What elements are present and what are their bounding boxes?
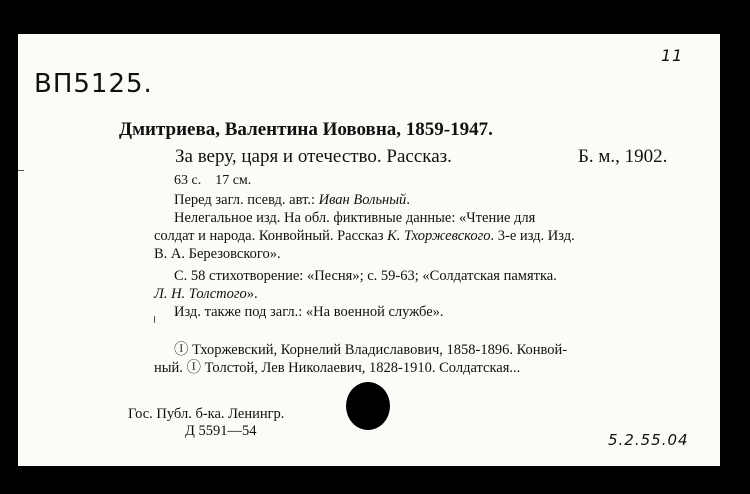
margin-tick — [154, 316, 155, 323]
pseudonym: Иван Вольный — [318, 192, 407, 208]
note-line — [174, 305, 444, 320]
note-text: . 3-е изд. Изд. — [490, 228, 575, 244]
margin-tick — [18, 170, 24, 171]
shelfmark: ВП5125. — [34, 69, 153, 99]
ink-blot — [346, 382, 390, 430]
note-text: ». — [246, 286, 258, 302]
note-text: солдат и народа. Конвойный. Рассказ — [154, 228, 388, 244]
note-line — [154, 247, 281, 262]
call-number: Д 5591—54 — [185, 423, 257, 439]
added-entry-line: Ⓘ Тхоржевский, Корнелий Владиславович, 1858-1896. Конвой- — [174, 342, 568, 358]
top-mark: 11 — [661, 46, 684, 65]
title-line: За веру, царя и отечество. Рассказ. — [175, 146, 452, 167]
note-line — [154, 229, 575, 244]
entry-heading: Дмитриева, Валентина Иововна, 1859-1947. — [119, 119, 493, 140]
note-text: . — [406, 192, 410, 208]
note-text: В. А. Березовского». — [154, 246, 281, 262]
added-entry-line: ный. Ⓘ Толстой, Лев Николаевич, 1828-1910. Солдатская... — [154, 360, 521, 376]
note-line — [174, 211, 535, 226]
note-line — [174, 269, 557, 284]
place-year: Б. м., 1902. — [578, 146, 668, 167]
note-line — [154, 287, 258, 302]
note-text: С. 58 стихотворение: «Песня»; с. 59-63; «Солдатская памятка. — [174, 268, 557, 284]
catalog-card — [18, 34, 720, 466]
note-line — [174, 193, 410, 208]
note-text: Перед загл. псевд. авт.: — [174, 192, 319, 208]
note-text: Нелегальное изд. На обл. фиктивные данные: «Чтение для — [174, 210, 536, 226]
collation: 63 с. 17 см. — [174, 173, 252, 188]
note-text: Изд. также под загл.: «На военной службе». — [174, 304, 444, 320]
library-name: Гос. Публ. б-ка. Ленингр. — [128, 406, 285, 422]
author-name: К. Тхоржевского — [387, 228, 491, 244]
bottom-code: 5.2.55.04 — [608, 431, 689, 449]
author-name: Л. Н. Толстого — [154, 286, 247, 302]
